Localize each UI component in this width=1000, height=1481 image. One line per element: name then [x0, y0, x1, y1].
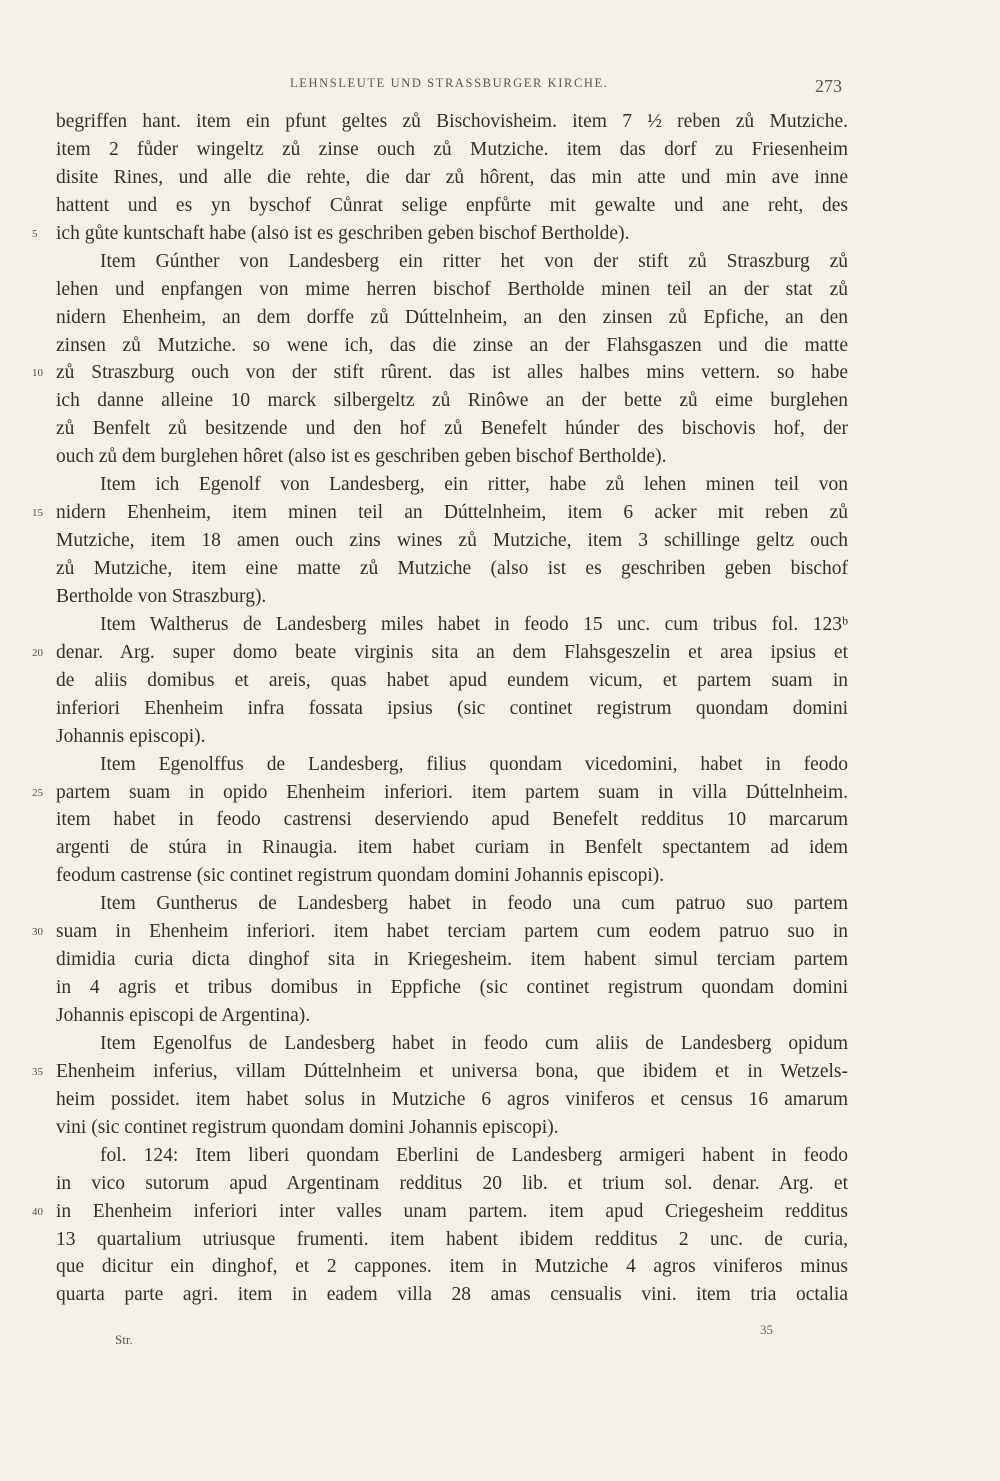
text-line [56, 248, 848, 276]
text-line [56, 611, 848, 639]
line-text: Item Waltherus de Landesberg miles habet in feodo 15 unc. cum tribus fol. 123ᵇ [100, 613, 848, 635]
running-head: LEHNSLEUTE UND STRASSBURGER KIRCHE. [290, 76, 609, 90]
text-line [56, 1253, 848, 1281]
text-line [56, 1086, 848, 1114]
line-text: Mutziche, item 18 amen ouch zins wines zů Mutziche, item 3 schillinge geltz ouch [56, 530, 848, 552]
line-text: ich gůte kuntschaft habe (also ist es geschriben geben bischof Bertholde). [56, 222, 630, 244]
line-text: Johannis episcopi). [56, 725, 206, 747]
text-line [56, 751, 848, 779]
line-text: in vico sutorum apud Argentinam redditus 20 lib. et trium sol. denar. Arg. et [56, 1172, 848, 1194]
text-line [56, 164, 848, 192]
line-text: Ehenheim inferius, villam Dúttelnheim et universa bona, que ibidem et in Wetzels- [56, 1060, 848, 1082]
text-line [56, 1114, 848, 1142]
text-line [56, 136, 848, 164]
line-text: dimidia curia dicta dinghof sita in Kriegesheim. item habent simul terciam partem [56, 949, 848, 971]
line-text: nidern Ehenheim, item minen teil an Dúttelnheim, item 6 acker mit reben zů [56, 502, 848, 524]
text-line [56, 1170, 848, 1198]
line-text: ich danne alleine 10 marck silbergeltz zů Rinôwe an der bette zů eime burglehen [56, 390, 848, 412]
line-text: Item Guntherus de Landesberg habet in feodo una cum patruo suo partem [100, 893, 848, 915]
text-line [56, 332, 848, 360]
text-line [56, 723, 848, 751]
line-text: Johannis episcopi de Argentina). [56, 1005, 311, 1026]
text-line [56, 1142, 848, 1170]
text-line [56, 471, 848, 499]
line-number: 30 [32, 926, 43, 939]
line-text: argenti de stúra in Rinaugia. item habet curiam in Benfelt spectantem ad idem [56, 837, 848, 859]
line-text: heim possidet. item habet solus in Mutziche 6 agros viniferos et census 16 amarum [56, 1088, 848, 1110]
text-line [56, 974, 848, 1002]
line-text: zů Mutziche, item eine matte zů Mutziche (also ist es geschriben geben bischof [56, 558, 848, 579]
line-number: 25 [32, 786, 43, 799]
line-text: vini (sic continet registrum quondam domini Johannis episcopi). [56, 1116, 559, 1138]
text-line [32, 499, 848, 527]
line-text: Item ich Egenolf von Landesberg, ein ritter, habe zů lehen minen teil von [100, 474, 848, 496]
text-line [56, 527, 848, 555]
line-number: 5 [32, 227, 38, 240]
line-text: item 2 fůder wingeltz zů zinse ouch zů Mutziche. item das dorf zu Friesenheim [56, 138, 848, 160]
line-text: hattent und es yn byschof Cůnrat selige enpfůrte mit gewalte und ane reht, des [56, 194, 848, 216]
text-line [56, 1226, 848, 1254]
text-line [56, 695, 848, 723]
line-text: partem suam in opido Ehenheim inferiori. item partem suam in villa Dúttelnheim. [56, 781, 848, 803]
body-text [32, 108, 848, 1309]
line-text: begriffen hant. item ein pfunt geltes zů Bischovisheim. item 7 ½ reben zů Mutziche. [56, 111, 848, 132]
line-text: Bertholde von Straszburg). [56, 585, 267, 607]
page-number: 273 [815, 76, 842, 96]
line-text: suam in Ehenheim inferiori. item habet terciam partem cum eodem patruo suo in [56, 921, 848, 943]
line-text: fol. 124: Item liberi quondam Eberlini de Landesberg armigeri habent in feodo [100, 1144, 848, 1166]
text-line [32, 918, 848, 946]
line-text: disite Rines, und alle die rehte, die dar zů hôrent, das min atte und min ave inne [56, 166, 848, 188]
line-text: 13 quartalium utriusque frumenti. item habent ibidem redditus 2 unc. de curia, [56, 1228, 848, 1250]
text-line [56, 304, 848, 332]
text-line [56, 583, 848, 611]
text-line [56, 890, 848, 918]
text-line [56, 1030, 848, 1058]
line-text: de aliis domibus et areis, quas habet apud eundem vicum, et partem suam in [56, 669, 848, 691]
line-text: lehen und enpfangen von mime herren bischof Bertholde minen teil an der stat zů [56, 278, 848, 300]
text-line [32, 1198, 848, 1226]
line-text: zů Straszburg ouch von der stift rûrent. das ist alles halbes mins vettern. so habe [56, 362, 848, 384]
line-text: quarta parte agri. item in eadem villa 28 amas censualis vini. item tria octalia [56, 1284, 848, 1306]
text-line [56, 806, 848, 834]
line-number: 10 [32, 367, 43, 380]
text-line [56, 862, 848, 890]
text-line [56, 276, 848, 304]
sheet-number: 35 [760, 1322, 773, 1337]
line-text: que dicitur ein dinghof, et 2 cappones. item in Mutziche 4 agros viniferos minus [56, 1256, 848, 1278]
line-text: denar. Arg. super domo beate virginis sita an dem Flahsgeszelin et area ipsius et [56, 641, 848, 663]
text-line [32, 639, 848, 667]
line-text: item habet in feodo castrensi deserviendo apud Benefelt redditus 10 marcarum [56, 809, 848, 831]
text-line [56, 1281, 848, 1309]
text-line [32, 1058, 848, 1086]
text-line [32, 359, 848, 387]
text-line [56, 387, 848, 415]
text-line [56, 1002, 848, 1030]
line-text: zinsen zů Mutziche. so wene ich, das die zinse an der Flahsgaszen und die matte [56, 334, 848, 356]
line-text: zů Benfelt zů besitzende und den hof zů Benefelt húnder des bischovis hof, der [56, 418, 848, 440]
text-line [56, 192, 848, 220]
text-line [32, 779, 848, 807]
line-text: nidern Ehenheim, an dem dorffe zů Dúttelnheim, an den zinsen zů Epfiche, an den [56, 306, 848, 328]
line-number: 15 [32, 507, 43, 520]
line-text: ouch zů dem burglehen hôret (also ist es geschriben geben bischof Bertholde). [56, 446, 667, 468]
text-line [56, 555, 848, 583]
line-text: Item Egenolfus de Landesberg habet in feodo cum aliis de Landesberg opidum [100, 1032, 848, 1054]
line-text: Item Gúnther von Landesberg ein ritter het von der stift zů Straszburg zů [100, 250, 848, 272]
line-text: in 4 agris et tribus domibus in Eppfiche (sic continet registrum quondam domini [56, 977, 848, 999]
text-line [56, 443, 848, 471]
text-line [56, 108, 848, 136]
text-line [56, 946, 848, 974]
text-line [56, 667, 848, 695]
text-line [32, 220, 848, 248]
line-number: 35 [32, 1065, 43, 1078]
line-text: Item Egenolffus de Landesberg, filius quondam vicedomini, habet in feodo [100, 753, 848, 775]
line-text: in Ehenheim inferiori inter valles unam partem. item apud Criegesheim redditus [56, 1200, 848, 1222]
line-number: 20 [32, 646, 43, 659]
text-line [56, 834, 848, 862]
signature-mark: Str. [115, 1332, 133, 1347]
line-text: feodum castrense (sic continet registrum quondam domini Johannis episcopi). [56, 865, 665, 887]
text-line [56, 415, 848, 443]
line-text: inferiori Ehenheim infra fossata ipsius (sic continet registrum quondam domini [56, 697, 848, 719]
line-number: 40 [32, 1205, 43, 1218]
